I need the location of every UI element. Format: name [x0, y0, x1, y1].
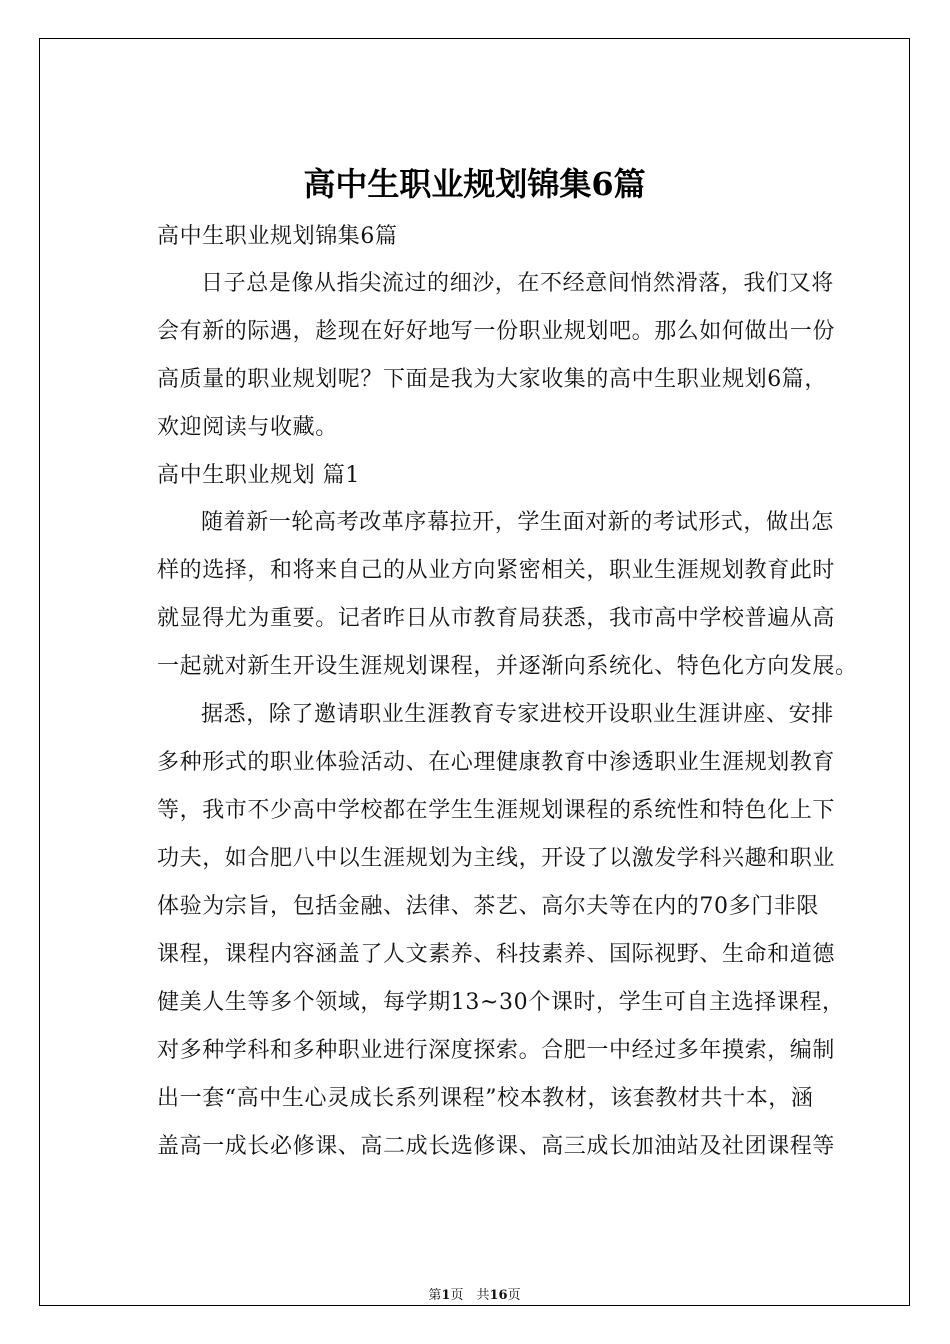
- subtitle-line: 高中生职业规划锦集6篇: [157, 224, 398, 249]
- footer-page-suffix: 页: [507, 1288, 521, 1303]
- document-page: [39, 38, 910, 1306]
- intro-line-2: 会有新的际遇，趁现在好好地写一份职业规划吧。那么如何做出一份: [157, 319, 836, 344]
- para2-line-8: 对多种学科和多种职业进行深度探索。合肥一中经过多年摸索，编制: [157, 1038, 836, 1063]
- para2-line-6: 课程，课程内容涵盖了人文素养、科技素养、国际视野、生命和道德: [157, 942, 836, 967]
- para2-line-1: 据悉，除了邀请职业生涯教育专家进校开设职业生涯讲座、安排: [201, 702, 834, 727]
- para2-line-9: 出一套“高中生心灵成长系列课程”校本教材，该套教材共十本，涵: [157, 1086, 814, 1111]
- section-heading-1: 高中生职业规划 篇1: [157, 463, 360, 488]
- para2-line-4: 功夫，如合肥八中以生涯规划为主线，开设了以激发学科兴趣和职业: [157, 846, 836, 871]
- footer-page-prefix: 第: [428, 1288, 442, 1303]
- title-wrap: [40, 161, 909, 207]
- intro-line-1: 日子总是像从指尖流过的细沙，在不经意间悄然滑落，我们又将: [201, 271, 834, 296]
- footer-page-current: 1: [441, 1288, 451, 1303]
- page-footer: [40, 1284, 909, 1303]
- para2-line-3: 等，我市不少高中学校都在学生生涯规划课程的系统性和特色化上下: [157, 798, 836, 823]
- para2-line-10: 盖高一成长必修课、高二成长选修课、高三成长加油站及社团课程等: [157, 1134, 836, 1159]
- intro-line-3: 高质量的职业规划呢？下面是我为大家收集的高中生职业规划6篇，: [157, 367, 827, 392]
- footer-page-total: 16: [489, 1288, 508, 1303]
- para1-line-1: 随着新一轮高考改革序幕拉开，学生面对新的考试形式，做出怎: [201, 510, 834, 535]
- para2-line-2: 多种形式的职业体验活动、在心理健康教育中渗透职业生涯规划教育: [157, 750, 836, 775]
- document-title: 高中生职业规划锦集6篇: [303, 165, 646, 203]
- para1-line-2: 样的选择，和将来自己的从业方向紧密相关，职业生涯规划教育此时: [157, 558, 836, 583]
- para2-line-7: 健美人生等多个领域，每学期13~30个课时，学生可自主选择课程，: [157, 990, 845, 1015]
- para1-line-3: 就显得尤为重要。记者昨日从市教育局获悉，我市高中学校普遍从高: [157, 606, 836, 631]
- para2-line-5: 体验为宗旨，包括金融、法律、茶艺、高尔夫等在内的70多门非限: [157, 894, 819, 919]
- document-body: [157, 213, 875, 1171]
- footer-page-mid: 页 共: [450, 1288, 490, 1303]
- para1-line-4: 一起就对新生开设生涯规划课程，并逐渐向系统化、特色化方向发展。: [157, 654, 858, 679]
- intro-line-4: 欢迎阅读与收藏。: [157, 415, 338, 440]
